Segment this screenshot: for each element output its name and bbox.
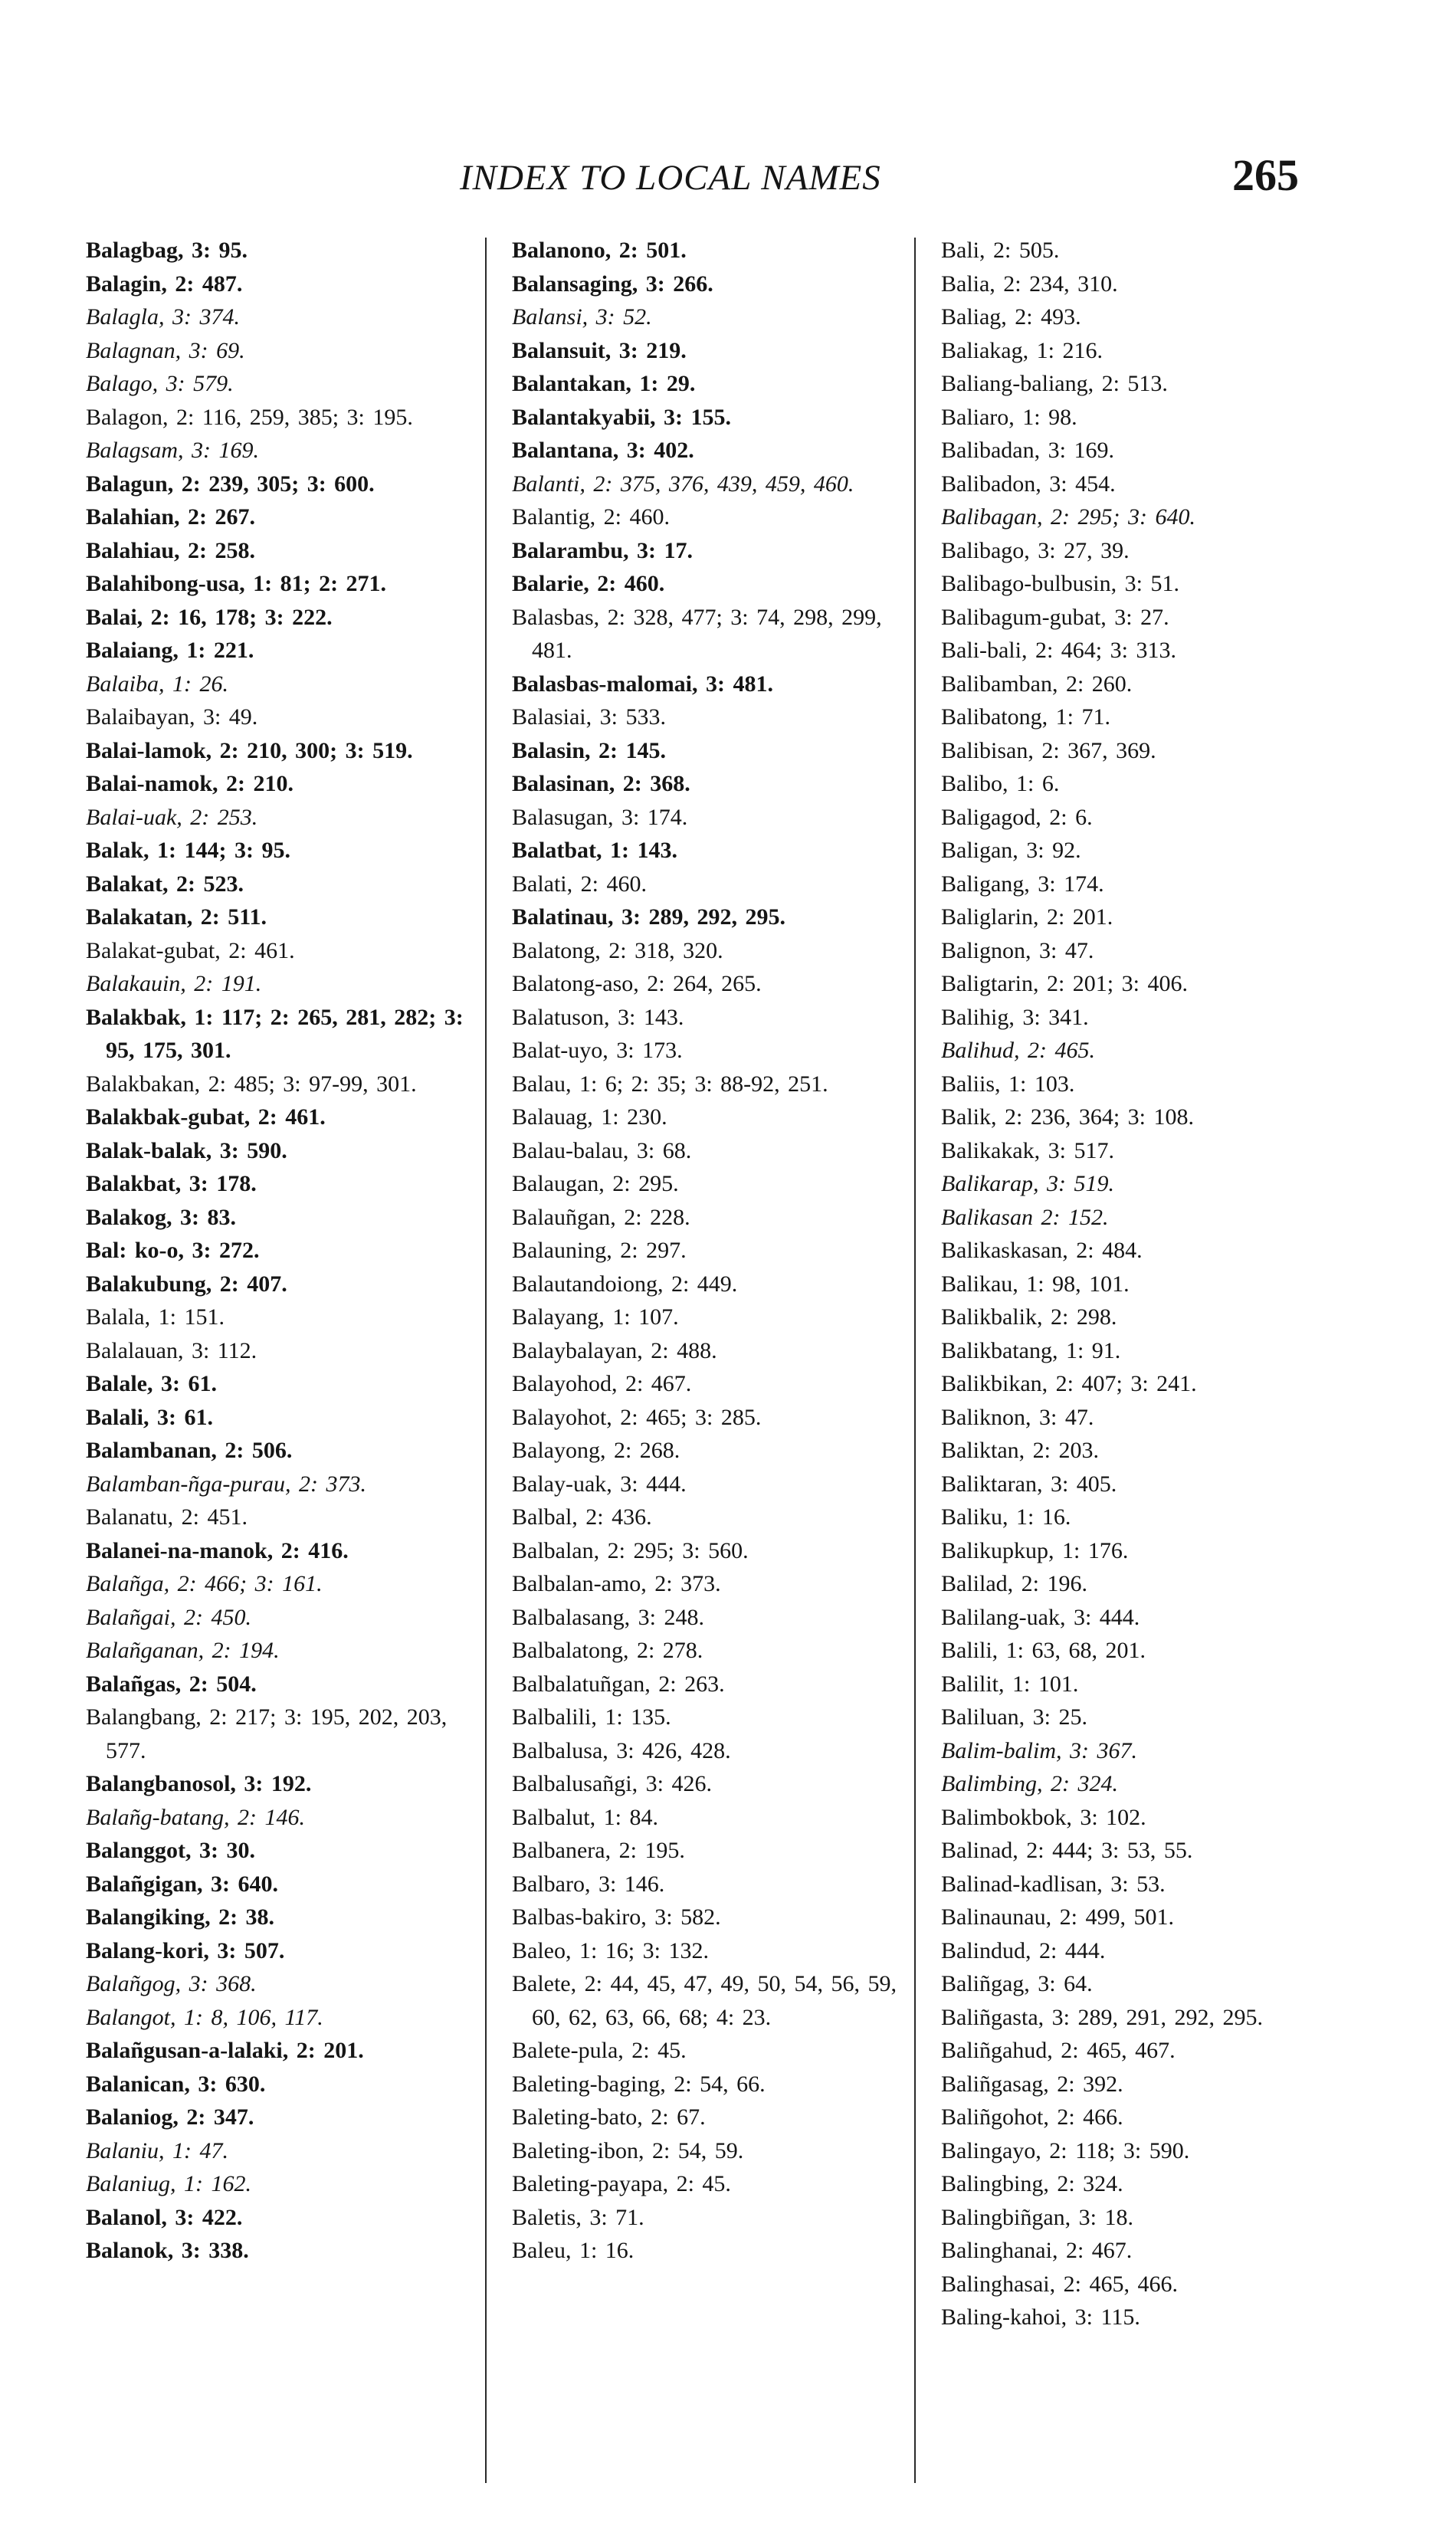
index-entry: Balañgai, 2: 450. xyxy=(86,1604,251,1630)
index-entry: Balakog, 3: 83. xyxy=(86,1204,237,1230)
index-entry: Balasin, 2: 145. xyxy=(512,737,667,763)
index-entry: Balasbas-malomai, 3: 481. xyxy=(512,671,774,697)
index-entry: Balang-kori, 3: 507. xyxy=(86,1937,285,1963)
index-entry: Balantakan, 1: 29. xyxy=(512,371,696,396)
index-entry: Balaybalayan, 2: 488. xyxy=(512,1337,717,1363)
index-entry: Balahian, 2: 267. xyxy=(86,504,256,530)
index-entry: Balete, 2: 44, 45, 47, 49, 50, 54, 56, 59, 60, 62, 63, 66, 68; 4: 23. xyxy=(512,1971,897,2030)
index-entry: Balbaro, 3: 146. xyxy=(512,1871,665,1897)
index-entry: Balimbokbok, 3: 102. xyxy=(941,1804,1146,1830)
index-entry: Balikarap, 3: 519. xyxy=(941,1171,1114,1196)
index-entry: Balimbing, 2: 324. xyxy=(941,1771,1118,1796)
index-entry: Balanggot, 3: 30. xyxy=(86,1838,256,1863)
index-entry: Balali, 3: 61. xyxy=(86,1404,214,1430)
index-entry: Balilad, 2: 196. xyxy=(941,1571,1087,1596)
index-entry: Bal: ko-o, 3: 272. xyxy=(86,1238,260,1263)
index-entry: Balantig, 2: 460. xyxy=(512,504,670,530)
index-entry: Balayang, 1: 107. xyxy=(512,1304,679,1330)
index-entry: Balauñgan, 2: 228. xyxy=(512,1204,690,1230)
index-entry: Baligtarin, 2: 201; 3: 406. xyxy=(941,971,1188,996)
index-entry: Balasugan, 3: 174. xyxy=(512,804,688,830)
index-entry: Balbas-bakiro, 3: 582. xyxy=(512,1904,721,1930)
index-entry: Baleting-ibon, 2: 54, 59. xyxy=(512,2137,744,2163)
index-entry: Baleting-bato, 2: 67. xyxy=(512,2104,706,2130)
index-entry: Baletis, 3: 71. xyxy=(512,2204,644,2230)
index-entry: Balik, 2: 236, 364; 3: 108. xyxy=(941,1104,1194,1130)
index-entry: Balinghanai, 2: 467. xyxy=(941,2238,1133,2263)
index-entry: Balikaskasan, 2: 484. xyxy=(941,1238,1143,1263)
index-entry: Balatuson, 3: 143. xyxy=(512,1004,684,1030)
index-entry: Balilit, 1: 101. xyxy=(941,1671,1079,1697)
index-entry: Balbalan-amo, 2: 373. xyxy=(512,1571,721,1596)
index-entry: Balbalut, 1: 84. xyxy=(512,1804,658,1830)
index-entry: Balanti, 2: 375, 376, 439, 459, 460. xyxy=(512,471,854,497)
index-entry: Balakat-gubat, 2: 461. xyxy=(86,937,295,963)
index-entry: Balbalatuñgan, 2: 263. xyxy=(512,1671,725,1697)
page-number: 265 xyxy=(1232,150,1299,200)
index-entry: Balarie, 2: 460. xyxy=(512,571,665,596)
index-entry: Balikau, 1: 98, 101. xyxy=(941,1271,1130,1297)
index-entry: Baleting-payapa, 2: 45. xyxy=(512,2171,731,2196)
index-entry: Balim-balim, 3: 367. xyxy=(941,1737,1137,1763)
index-entry: Balibadan, 3: 169. xyxy=(941,438,1114,463)
index-entry: Balago, 3: 579. xyxy=(86,371,234,396)
index-entry: Balau-balau, 3: 68. xyxy=(512,1137,692,1163)
index-entry: Balansi, 3: 52. xyxy=(512,304,652,330)
index-entry: Balbanera, 2: 195. xyxy=(512,1838,685,1863)
index-entry: Balakbak-gubat, 2: 461. xyxy=(86,1104,326,1130)
index-entry: Balakatan, 2: 511. xyxy=(86,904,267,930)
index-entry: Balikakak, 3: 517. xyxy=(941,1137,1114,1163)
index-entry: Balayong, 2: 268. xyxy=(512,1438,680,1463)
index-entry: Balibagum-gubat, 3: 27. xyxy=(941,604,1169,630)
index-entry: Balantakyabii, 3: 155. xyxy=(512,404,732,430)
index-entry: Balahibong-usa, 1: 81; 2: 271. xyxy=(86,571,387,596)
index-entry: Balibago, 3: 27, 39. xyxy=(941,537,1130,563)
index-entry: Balasbas, 2: 328, 477; 3: 74, 298, 299, 481. xyxy=(512,604,882,663)
index-entry: Balaniog, 2: 347. xyxy=(86,2104,254,2130)
index-entry: Balañgigan, 3: 640. xyxy=(86,1871,279,1897)
index-entry: Balai, 2: 16, 178; 3: 222. xyxy=(86,604,333,630)
index-entry: Balinad, 2: 444; 3: 53, 55. xyxy=(941,1838,1193,1863)
index-entry: Baliluan, 3: 25. xyxy=(941,1704,1087,1730)
index-entry: Balaiang, 1: 221. xyxy=(86,638,254,663)
index-entry: Balbalasang, 3: 248. xyxy=(512,1604,704,1630)
index-entry: Balanei-na-manok, 2: 416. xyxy=(86,1537,349,1563)
index-entry: Balautandoiong, 2: 449. xyxy=(512,1271,738,1297)
index-entry: Balibagan, 2: 295; 3: 640. xyxy=(941,504,1195,530)
index-entry: Baliglarin, 2: 201. xyxy=(941,904,1113,930)
index-entry: Balakbat, 3: 178. xyxy=(86,1171,257,1196)
index-column-2 xyxy=(512,234,910,2487)
index-entry: Balbalusa, 3: 426, 428. xyxy=(512,1737,731,1763)
index-entry: Balansaging, 3: 266. xyxy=(512,271,713,297)
index-entry: Baliaro, 1: 98. xyxy=(941,404,1077,430)
index-entry: Balakbak, 1: 117; 2: 265, 281, 282; 3: 95, 175, 301. xyxy=(86,1004,464,1063)
index-entry: Baling-kahoi, 3: 115. xyxy=(941,2304,1140,2330)
index-entry: Balai-lamok, 2: 210, 300; 3: 519. xyxy=(86,737,413,763)
index-entry: Balati, 2: 460. xyxy=(512,871,647,897)
index-entry: Balikbikan, 2: 407; 3: 241. xyxy=(941,1371,1197,1396)
index-entry: Balia, 2: 234, 310. xyxy=(941,271,1118,297)
index-entry: Balagin, 2: 487. xyxy=(86,271,243,297)
index-entry: Balañga, 2: 466; 3: 161. xyxy=(86,1571,323,1596)
index-entry: Balanican, 3: 630. xyxy=(86,2071,266,2097)
index-entry: Baligang, 3: 174. xyxy=(941,871,1104,897)
index-entry: Balangiking, 2: 38. xyxy=(86,1904,275,1930)
index-entry: Balbalili, 1: 135. xyxy=(512,1704,671,1730)
index-entry: Balañgog, 3: 368. xyxy=(86,1971,257,1996)
index-entry: Balayohot, 2: 465; 3: 285. xyxy=(512,1404,762,1430)
index-entry: Balauning, 2: 297. xyxy=(512,1238,687,1263)
index-entry: Baliñgag, 3: 64. xyxy=(941,1971,1093,1996)
index-entry: Baliñgasta, 3: 289, 291, 292, 295. xyxy=(941,2004,1263,2030)
index-entry: Balakauin, 2: 191. xyxy=(86,971,262,996)
index-entry: Baligan, 3: 92. xyxy=(941,838,1081,863)
index-column-1 xyxy=(86,234,469,2487)
index-entry: Baliis, 1: 103. xyxy=(941,1071,1075,1097)
index-entry: Balangot, 1: 8, 106, 117. xyxy=(86,2004,323,2030)
index-entry: Balibisan, 2: 367, 369. xyxy=(941,737,1156,763)
index-entry: Balinghasai, 2: 465, 466. xyxy=(941,2271,1178,2297)
running-title: INDEX TO LOCAL NAMES xyxy=(460,158,881,198)
index-entry: Balai-uak, 2: 253. xyxy=(86,804,258,830)
index-entry: Balagon, 2: 116, 259, 385; 3: 195. xyxy=(86,404,413,430)
index-entry: Balaniug, 1: 162. xyxy=(86,2171,251,2196)
index-entry: Balaibayan, 3: 49. xyxy=(86,704,258,730)
index-entry: Balbal, 2: 436. xyxy=(512,1504,652,1530)
index-entry: Balanatu, 2: 451. xyxy=(86,1504,248,1530)
index-entry: Balindud, 2: 444. xyxy=(941,1937,1106,1963)
index-entry: Balale, 3: 61. xyxy=(86,1371,217,1396)
index-column-3 xyxy=(941,234,1340,2487)
index-entry: Balauag, 1: 230. xyxy=(512,1104,667,1130)
index-entry: Baleo, 1: 16; 3: 132. xyxy=(512,1937,709,1963)
index-entry: Balanol, 3: 422. xyxy=(86,2204,243,2230)
column-divider xyxy=(485,238,487,2483)
index-entry: Balangbanosol, 3: 192. xyxy=(86,1771,312,1796)
index-entry: Balamban-ñga-purau, 2: 373. xyxy=(86,1471,366,1497)
index-entry: Baliktan, 2: 203. xyxy=(941,1438,1099,1463)
index-entry: Balaniu, 1: 47. xyxy=(86,2137,228,2163)
index-entry: Balat-uyo, 3: 173. xyxy=(512,1038,683,1063)
index-entry: Balak-balak, 3: 590. xyxy=(86,1137,287,1163)
index-entry: Balak, 1: 144; 3: 95. xyxy=(86,838,290,863)
index-entry: Balihig, 3: 341. xyxy=(941,1004,1089,1030)
index-entry: Balbalan, 2: 295; 3: 560. xyxy=(512,1537,749,1563)
index-entry: Balahiau, 2: 258. xyxy=(86,537,256,563)
index-entry: Balakbakan, 2: 485; 3: 97-99, 301. xyxy=(86,1071,417,1097)
index-entry: Balibo, 1: 6. xyxy=(941,771,1060,796)
index-entry: Balete-pula, 2: 45. xyxy=(512,2038,687,2063)
index-entry: Balala, 1: 151. xyxy=(86,1304,225,1330)
index-entry: Balañgusan-a-lalaki, 2: 201. xyxy=(86,2038,364,2063)
index-entry: Baliñgahud, 2: 465, 467. xyxy=(941,2038,1176,2063)
index-entry: Baleu, 1: 16. xyxy=(512,2238,635,2263)
index-entry: Balagun, 2: 239, 305; 3: 600. xyxy=(86,471,375,497)
index-entry: Balau, 1: 6; 2: 35; 3: 88-92, 251. xyxy=(512,1071,828,1097)
index-entry: Balatinau, 3: 289, 292, 295. xyxy=(512,904,786,930)
index-entry: Baliang-baliang, 2: 513. xyxy=(941,371,1168,396)
index-entry: Balaiba, 1: 26. xyxy=(86,671,228,697)
index-entry: Balibamban, 2: 260. xyxy=(941,671,1133,697)
index-entry: Balatbat, 1: 143. xyxy=(512,838,677,863)
index-entry: Balatong-aso, 2: 264, 265. xyxy=(512,971,762,996)
index-entry: Baligagod, 2: 6. xyxy=(941,804,1093,830)
index-entry: Balbalusañgi, 3: 426. xyxy=(512,1771,712,1796)
index-entry: Balañg-batang, 2: 146. xyxy=(86,1804,305,1830)
column-divider xyxy=(914,238,916,2483)
index-entry: Balibadon, 3: 454. xyxy=(941,471,1116,497)
index-entry: Baliknon, 3: 47. xyxy=(941,1404,1094,1430)
index-entry: Balagla, 3: 374. xyxy=(86,304,240,330)
index-entry: Baleting-baging, 2: 54, 66. xyxy=(512,2071,766,2097)
index-entry: Balanono, 2: 501. xyxy=(512,238,687,263)
index-entry: Balagbag, 3: 95. xyxy=(86,238,248,263)
index-entry: Balingayo, 2: 118; 3: 590. xyxy=(941,2137,1190,2163)
index-entry: Balay-uak, 3: 444. xyxy=(512,1471,687,1497)
index-entry: Balanok, 3: 338. xyxy=(86,2238,249,2263)
index-entry: Balbalatong, 2: 278. xyxy=(512,1638,703,1663)
index-entry: Balignon, 3: 47. xyxy=(941,937,1094,963)
index-entry: Balalauan, 3: 112. xyxy=(86,1337,257,1363)
index-entry: Balikbalik, 2: 298. xyxy=(941,1304,1117,1330)
index-entry: Balatong, 2: 318, 320. xyxy=(512,937,723,963)
index-entry: Balai-namok, 2: 210. xyxy=(86,771,294,796)
index-entry: Balilang-uak, 3: 444. xyxy=(941,1604,1140,1630)
index-entry: Balambanan, 2: 506. xyxy=(86,1438,293,1463)
index-entry: Balibatong, 1: 71. xyxy=(941,704,1110,730)
index-entry: Balagsam, 3: 169. xyxy=(86,438,259,463)
index-entry: Balangbang, 2: 217; 3: 195, 202, 203, 577. xyxy=(86,1704,448,1763)
index-entry: Balañgas, 2: 504. xyxy=(86,1671,257,1697)
index-entry: Baliku, 1: 16. xyxy=(941,1504,1071,1530)
index-entry: Balikupkup, 1: 176. xyxy=(941,1537,1129,1563)
index-entry: Balantana, 3: 402. xyxy=(512,438,694,463)
index-entry: Balayohod, 2: 467. xyxy=(512,1371,692,1396)
index-entry: Balikasan 2: 152. xyxy=(941,1204,1109,1230)
index-entry: Balarambu, 3: 17. xyxy=(512,537,694,563)
index-entry: Balinaunau, 2: 499, 501. xyxy=(941,1904,1174,1930)
index-entry: Balihud, 2: 465. xyxy=(941,1038,1095,1063)
index-entry: Balasinan, 2: 368. xyxy=(512,771,690,796)
index-entry: Balibago-bulbusin, 3: 51. xyxy=(941,571,1179,596)
index-entry: Balagnan, 3: 69. xyxy=(86,337,245,363)
index-entry: Baliag, 2: 493. xyxy=(941,304,1081,330)
index-entry: Balakat, 2: 523. xyxy=(86,871,244,897)
index-entry: Balinad-kadlisan, 3: 53. xyxy=(941,1871,1166,1897)
index-entry: Bali-bali, 2: 464; 3: 313. xyxy=(941,638,1176,663)
page-header xyxy=(0,134,1456,218)
index-entry: Baliñgohot, 2: 466. xyxy=(941,2104,1123,2130)
index-entry: Baliktaran, 3: 405. xyxy=(941,1471,1117,1497)
index-entry: Balingbiñgan, 3: 18. xyxy=(941,2204,1133,2230)
index-entry: Balaugan, 2: 295. xyxy=(512,1171,679,1196)
index-entry: Balingbing, 2: 324. xyxy=(941,2171,1123,2196)
index-entry: Balakubung, 2: 407. xyxy=(86,1271,287,1297)
index-entry: Balasiai, 3: 533. xyxy=(512,704,666,730)
index-entry: Baliakag, 1: 216. xyxy=(941,337,1103,363)
index-entry: Balansuit, 3: 219. xyxy=(512,337,687,363)
index-entry: Baliñgasag, 2: 392. xyxy=(941,2071,1123,2097)
index-entry: Balikbatang, 1: 91. xyxy=(941,1337,1121,1363)
index-entry: Bali, 2: 505. xyxy=(941,238,1060,263)
index-entry: Balañganan, 2: 194. xyxy=(86,1638,280,1663)
index-entry: Balili, 1: 63, 68, 201. xyxy=(941,1638,1146,1663)
